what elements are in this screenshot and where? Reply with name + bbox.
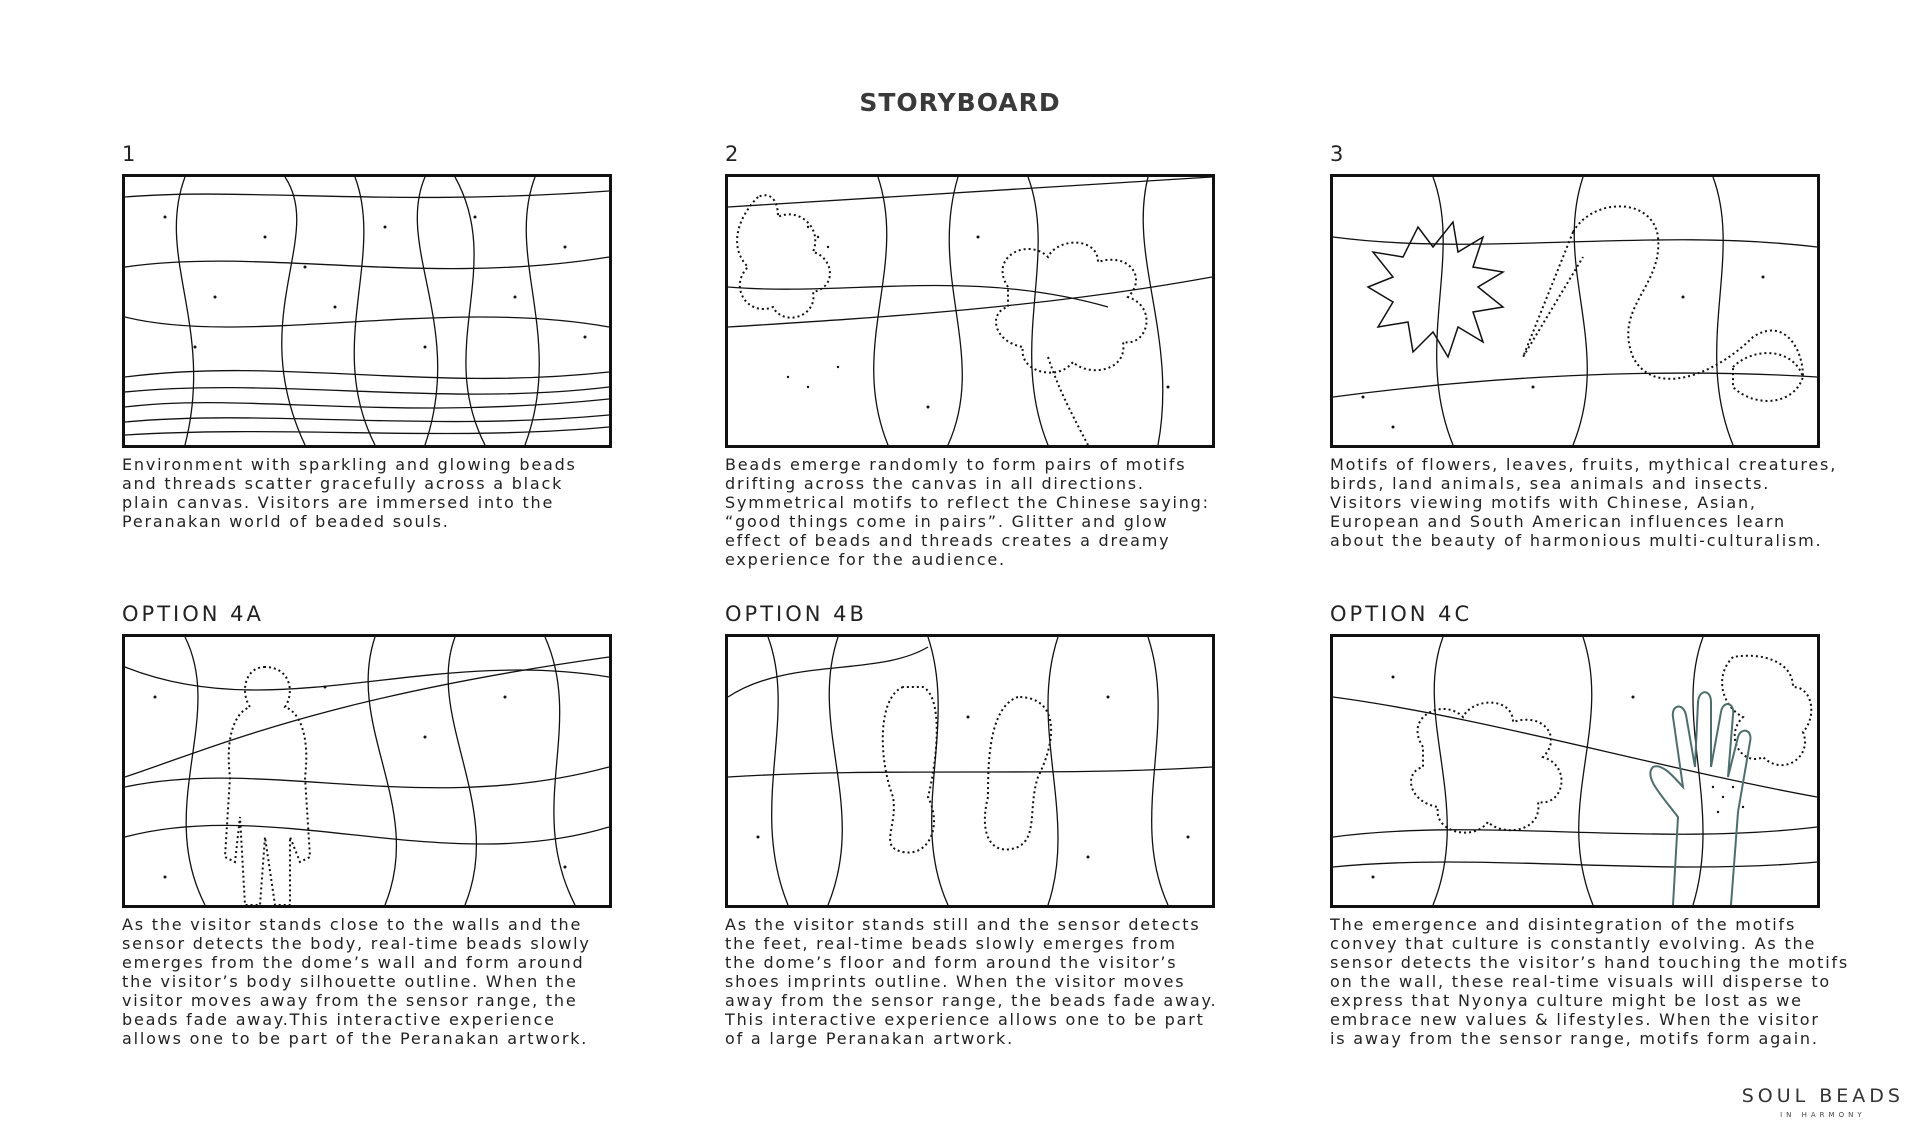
sketch-hand-and-motifs [1333, 637, 1817, 905]
sketch-frame-cultural-motifs [1330, 174, 1820, 448]
storyboard-panel-option-4a [122, 600, 612, 1048]
panel-label: OPTION 4B [725, 602, 867, 626]
panel-label: 2 [725, 142, 742, 166]
panel-description: As the visitor stands still and the sensor detects the feet, real-time beads slowly emerges from the dome’s floor and form around the visitor’s shoes imprints outline. When the visitor moves away from the sensor range, the beads fade away. This interactive experience allows one to be part of a large Peranakan artwork. [725, 915, 1218, 1048]
panel-label: OPTION 4A [122, 602, 264, 626]
sketch-threads-and-beads [125, 177, 609, 445]
storyboard-panel-option-4b [725, 600, 1218, 1048]
storyboard-panel-2 [725, 140, 1215, 569]
panel-description: Environment with sparkling and glowing beads and threads scatter gracefully across a black plain canvas. Visitors are immersed into the Peranakan world of beaded souls. [122, 455, 577, 531]
sketch-body-outline [125, 637, 609, 905]
storyboard-panel-3 [1330, 140, 1838, 550]
sketch-frame-environment [122, 174, 612, 448]
storyboard-panel-option-4c [1330, 600, 1850, 1048]
sketch-frame-hand-touch [1330, 634, 1820, 908]
panel-description: Beads emerge randomly to form pairs of motifs drifting across the canvas in all directions. Symmetrical motifs to reflect the Chinese saying: “good things come in pairs”. Glitter and glow effect of beads and threads creates a dreamy experience for the audience. [725, 455, 1210, 569]
sketch-shoe-imprints [728, 637, 1212, 905]
sketch-frame-paired-motifs [725, 174, 1215, 448]
panel-label: OPTION 4C [1330, 602, 1473, 626]
page-title: STORYBOARD [859, 88, 1061, 117]
sketch-frame-footprints [725, 634, 1215, 908]
panel-label: 1 [122, 142, 139, 166]
sketch-flower-motifs [728, 177, 1212, 445]
panel-description: Motifs of flowers, leaves, fruits, mythical creatures, birds, land animals, sea animals and insects. Visitors viewing motifs with Chinese, Asian, European and South American influences learn about the beauty of harmonious multi-culturalism. [1330, 455, 1838, 550]
storyboard-panel-1 [122, 140, 612, 531]
brand-tagline: IN HARMONY [1780, 1111, 1866, 1119]
brand-logo [1742, 1085, 1904, 1119]
brand-name: SOUL BEADS [1741, 1085, 1904, 1107]
sketch-crane-and-fruit [1333, 177, 1817, 445]
panel-description: The emergence and disintegration of the motifs convey that culture is constantly evolving. As the sensor detects the visitor’s hand touching the motifs on the wall, these real-time visuals will disperse to express that Nyonya culture might be lost as we embrace new values & lifestyles. When the visitor is away from the sensor range, motifs form again. [1330, 915, 1850, 1048]
panel-label: 3 [1330, 142, 1347, 166]
sketch-frame-body-silhouette [122, 634, 612, 908]
panel-description: As the visitor stands close to the walls and the sensor detects the body, real-time beads slowly emerges from the dome’s wall and form around the visitor’s body silhouette outline. When the visitor moves away from the sensor range, the beads fade away.This interactive experience allows one to be part of the Peranakan artwork. [122, 915, 591, 1048]
